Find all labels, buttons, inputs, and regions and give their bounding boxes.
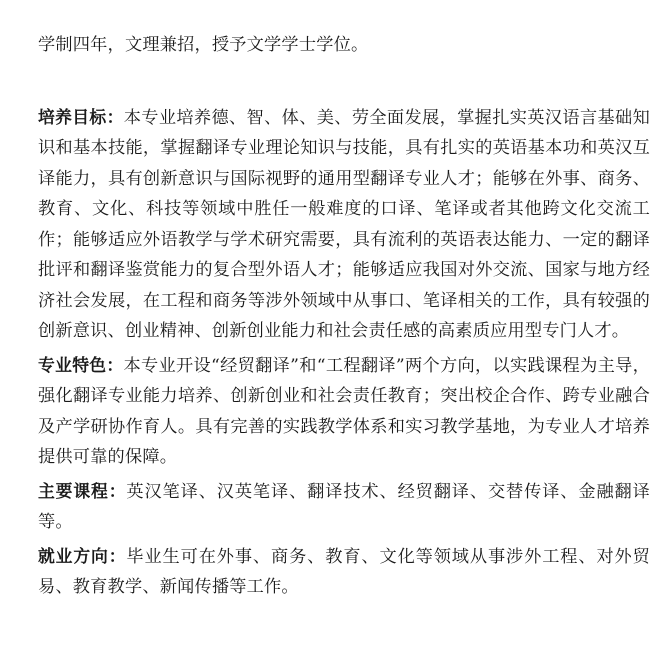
main-courses-text: 英汉笔译、汉英笔译、翻译技术、经贸翻译、交替传译、金融翻译等。 bbox=[38, 481, 650, 532]
document-page bbox=[38, 30, 650, 603]
training-objectives-paragraph bbox=[38, 102, 650, 347]
main-courses-label: 主要课程： bbox=[38, 480, 127, 501]
main-courses-paragraph bbox=[38, 476, 650, 538]
career-directions-text: 毕业生可在外事、商务、教育、文化等领域从事涉外工程、对外贸易、教育教学、新闻传播等工作。 bbox=[38, 546, 650, 597]
training-objectives-text: 本专业培养德、智、体、美、劳全面发展，掌握扎实英汉语言基础知识和基本技能，掌握翻译专业理论知识与技能，具有扎实的英语基本功和英汉互译能力，具有创新意识与国际视野的通用型翻译专业人才；能够在外事、商务、教育、文化、科技等领域中胜任一般难度的口译、笔译或者其他跨文化交流工作；能够适应外语教学与学术研究需要，具有流利的英语表达能力、一定的翻译批评和翻译鉴赏能力的复合型外语人才；能够适应我国对外交流、国家与地方经济社会发展，在工程和商务等涉外领域中从事口、笔译相关的工作，具有较强的创新意识、创业精神、创新创业能力和社会责任感的高素质应用型专门人才。 bbox=[38, 107, 650, 341]
program-features-text: 本专业开设“经贸翻译”和“工程翻译”两个方向，以实践课程为主导，强化翻译专业能力培养、创新创业和社会责任教育；突出校企合作、跨专业融合及产学研协作育人。具有完善的实践教学体系和实习教学基地，为专业人才培养提供可靠的保障。 bbox=[38, 355, 650, 467]
training-objectives-label: 培养目标： bbox=[38, 106, 124, 127]
program-features-label: 专业特色： bbox=[38, 354, 124, 375]
career-directions-label: 就业方向： bbox=[38, 545, 127, 566]
program-features-paragraph bbox=[38, 350, 650, 473]
career-directions-paragraph bbox=[38, 541, 650, 603]
intro-paragraph: 学制四年，文理兼招，授予文学学士学位。 bbox=[38, 35, 369, 55]
